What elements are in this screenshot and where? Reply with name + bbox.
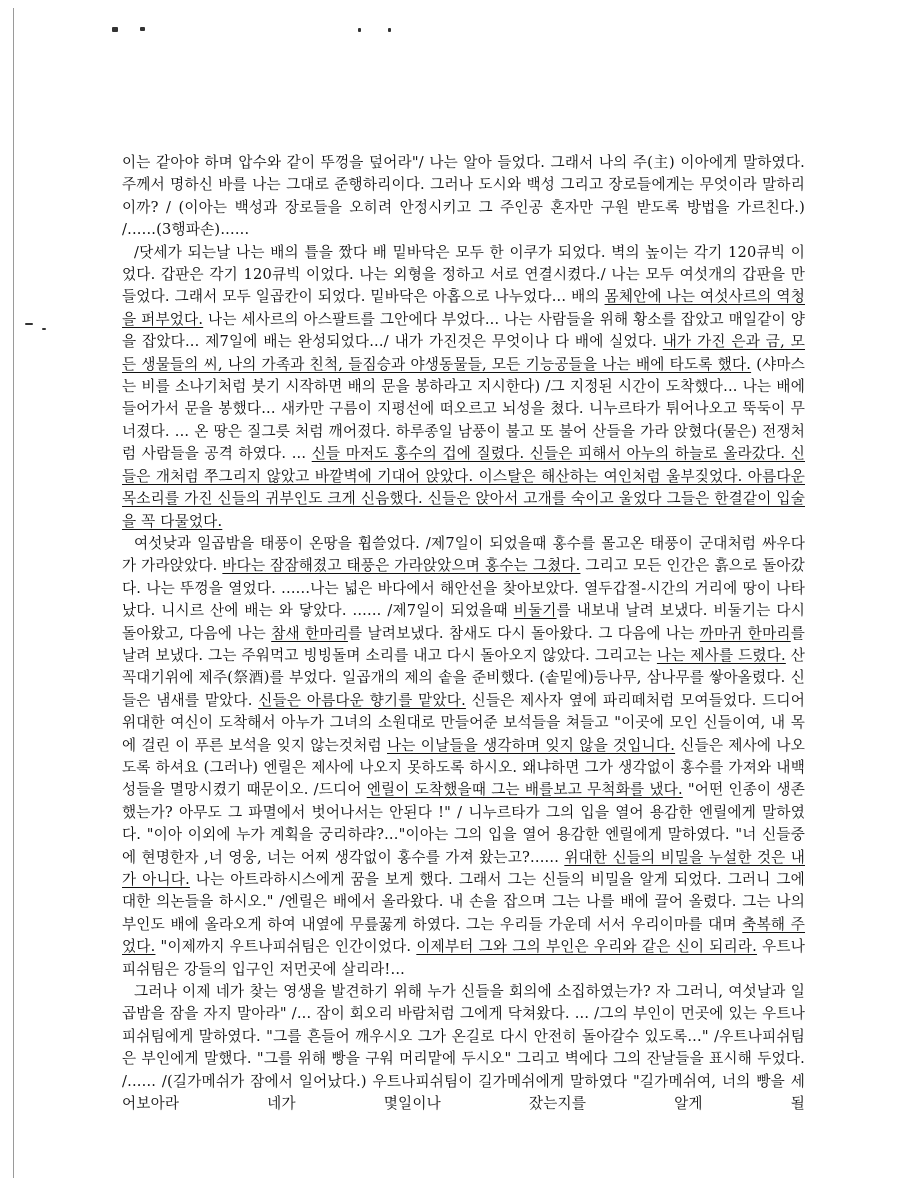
scan-speck (25, 323, 33, 325)
scan-speck (140, 27, 145, 31)
underlined-text: 위대한 신들의 비밀을 누설한 것은 내가 아니다. (122, 848, 805, 888)
body-text: 신들은 제사자 옆에 파리떼처럼 모여들었다. 드디어 위대한 여신이 도착해서 아누가 그녀의 소원대로 만들어준 보석들을 쳐들고 "이곳에 모인 신들이여, 내 목에 걸린 이 푸른 보석을 잊지 않는것처럼 (122, 691, 805, 754)
body-text: 이는 같아야 하며 압수와 같이 뚜껑을 덮어라"/ 나는 알아 들었다. 그래서 나의 주(主) 이아에게 말하였다. 주께서 명하신 바를 나는 그대로 준행하리이다. 그러나 도시와 백성 그리고 장로들에게는 무엇이라 말하리이까? / (이아는 백성과 장로들을 오히려 안정시키고 그 주인공 혼자만 구원 받도록 방법을 가르친다.) /......(3행파손)...... (122, 154, 805, 239)
body-text: 를 내보내 날려 보냈다. 비둘기는 다시돌아왔고, 다음에 나는 (122, 602, 805, 642)
body-text: 를 날려 보냈다. 그는 주워먹고 빙빙돌며 소리를 내고 다시 돌아오지 않았다. 그리고는 (122, 624, 805, 664)
underlined-text: 비둘기 (513, 602, 557, 620)
scan-speck (388, 28, 391, 32)
body-text: 신들은 제사에 나오도록 하셔요 (그러나) 엔릴은 제사에 나오지 못하도록 하시오. 왜냐하면 그가 생각없이 홍수를 가져와 내백성들을 멸망시켰기 때문이오. /드디어 (122, 736, 805, 799)
body-text: "이제까지 우트나피쉬팀은 인간이었다. (155, 938, 417, 956)
body-text: 우트나피쉬팀은 강들의 입구인 저먼곳에 살리라!... (122, 938, 805, 978)
underlined-text: 신들 마저도 홍수의 겁에 질렸다. 신들은 피해서 아누의 하늘로 올라갔다. 신들은 개처럼 쭈그리지 않았고 바깥벽에 기대어 앉았다. 이스탈은 해산하는 여인처럼 울부짖었다. 아름다운 목소리를 가진 신들의 귀부인도 크게 신음했다. 신들은 앉아서 고개를 숙이고 울었다 그들은 한결같이 입술을 꼭 다물었다. (122, 445, 805, 530)
paragraph (122, 981, 805, 1115)
underlined-text: 나는 제사를 드렸다. (656, 646, 786, 664)
scan-speck (42, 328, 46, 330)
scan-speck (358, 28, 361, 32)
body-text: 여섯낮과 일곱밤을 태풍이 온땅을 휩쓸었다. /제7일이 되었을때 홍수를 몰고온 태풍이 군대처럼 싸우다가 가라앉았다. (122, 534, 805, 575)
underlined-text: 까마귀 한마리 (699, 624, 791, 642)
underlined-text: 나는 이날들을 생각하며 잊지 않을 것입니다. (387, 736, 676, 754)
body-text: 나는 아트라하시스에게 꿈을 보게 했다. 그래서 그는 신들의 비밀을 알게 되었다. 그러니 그에 대한 의논들을 하시오." /엔릴은 배에서 올라왔다. 내 손을 잡으며 그는 나를 배에 끌어 올렸다. 그는 나의 부인도 배에 올라오게 하여 내옆에 무릎꿇게 하였다. 그는 우리들 가운데 서서 우리이마를 대며 (122, 871, 805, 933)
body-text: 그리고 모든 인간은 흙으로 돌아갔다. 나는 뚜껑을 열었다. ......나는 넓은 바다에서 해안선을 찾아보았다. 열두갑절-시간의 거리에 땅이 나타났다. 니시르 산에 배는 와 닿았다. ...... /제7일이 되었을때 (122, 557, 805, 620)
body-text: 산꼭대기위에 제주(祭酒)를 부었다. 일곱개의 제의 솥을 준비했다. (솥밑에)등나무, 삼나무를 쌓아올렸다. 신들은 냄새를 맡았다. (122, 646, 805, 709)
paragraph (122, 533, 805, 981)
underlined-text: 신들은 아름다운 향기를 맡았다. (258, 691, 466, 709)
body-text: 그러나 이제 네가 찾는 영생을 발견하기 위해 누가 신들을 회의에 소집하였는가? 자 그러니, 여섯날과 일곱밤을 잠을 자지 말아라" /... 잠이 회오리 바람처럼 그에게 닥쳐왔다. ... /그의 부인이 먼곳에 있는 우트나피쉬팀에게 말하였다. "그를 흔들어 깨우시오 그가 온길로 다시 안전히 돌아갈수 있도록..." /우트나피쉬팀은 부인에게 말했다. "그를 위해 빵을 구워 머리맡에 두시오" 그리고 벽에다 그의 잔날들을 표시해 두었다. /...... /(길가메쉬가 잠에서 일어났다.) 우트나피쉬팀이 길가메쉬에게 말하였다 "길가메쉬여, 너의 빵을 세어보아라 네가 몇일이나 잤는지를 알게 될 (122, 983, 805, 1113)
underlined-text: 몸체안에 나는 여섯사르의 역청을 퍼부었다. (122, 288, 805, 328)
paragraph (122, 152, 805, 242)
scan-speck (112, 27, 118, 32)
body-text: 를 날려보냈다. 참새도 다시 돌아왔다. 그 다음에 나는 (347, 624, 700, 642)
paragraph (122, 242, 805, 533)
underlined-text: 참새 한마리 (271, 624, 348, 642)
body-text: /닷세가 되는날 나는 배의 틀을 짰다 배 밑바닥은 모두 한 이쿠가 되었다. 벽의 높이는 각기 120큐빅 이었다. 갑판은 각기 120큐빅 이었다. 나는 외형을 정하고 서로 연결시켰다./ 나는 모두 여섯개의 갑판을 만들었다. 그래서 모두 일곱칸이 되었다. 밑바닥은 아홉으로 나누었다... 배의 (122, 243, 805, 306)
scan-left-edge-line (13, 8, 14, 1178)
underlined-text: 축복해 주었다. (122, 915, 806, 956)
body-text: "어떤 인종이 생존했는가? 아무도 그 파멸에서 벗어나서는 안된다 !" / 니누르타가 그의 입을 열어 용감한 엔릴에게 말하였다. "이아 이외에 누가 계획을 궁리하랴?..."이아는 그의 입을 열어 용감한 엔릴에게 말하였다. "너 신들중에 현명한자 ,너 영웅, 너는 어찌 생각없이 홍수를 가져 왔는고?...... (122, 781, 806, 866)
body-text: 나는 세사르의 아스팔트를 그안에다 부었다... 나는 사람들을 위해 황소를 잡았고 매일같이 양을 잡았다... 제7일에 배는 완성되었다.../ 내가 가진것은 무엇이나 다 배에 실었다. (122, 310, 805, 351)
body-text: (샤마스는 비를 소나기처럼 붓기 시작하면 배의 문을 봉하라고 지시한다) /그 지정된 시간이 도착했다... 나는 배에 들어가서 문을 봉했다... 새카만 구름이 지평선에 떠오르고 뇌성을 쳤다. 니누르타가 튀어나오고 뚝둑이 무너졌다. ... 온 땅은 질그릇 처럼 깨어졌다. 하루종일 남풍이 불고 또 불어 산들을 가라 앉혔다(물은) 전쟁처럼 사람들을 공격 하였다. ... (122, 355, 805, 463)
underlined-text: 이제부터 그와 그의 부인은 우리와 같은 신이 되리라. (416, 938, 758, 956)
document-page (122, 152, 805, 1115)
underlined-text: 바다는 잠잠해졌고 태풍은 가라앉았으며 홍수는 그쳤다. (222, 557, 581, 575)
underlined-text: 엔릴이 도착했을때 그는 배를보고 무척화를 냈다. (366, 781, 683, 799)
underlined-text: 내가 가진 은과 금, 모든 생물들의 씨, 나의 가족과 친척, 들짐승과 야생동물들, 모든 기능공들을 나는 배에 타도록 했다. (122, 333, 806, 373)
